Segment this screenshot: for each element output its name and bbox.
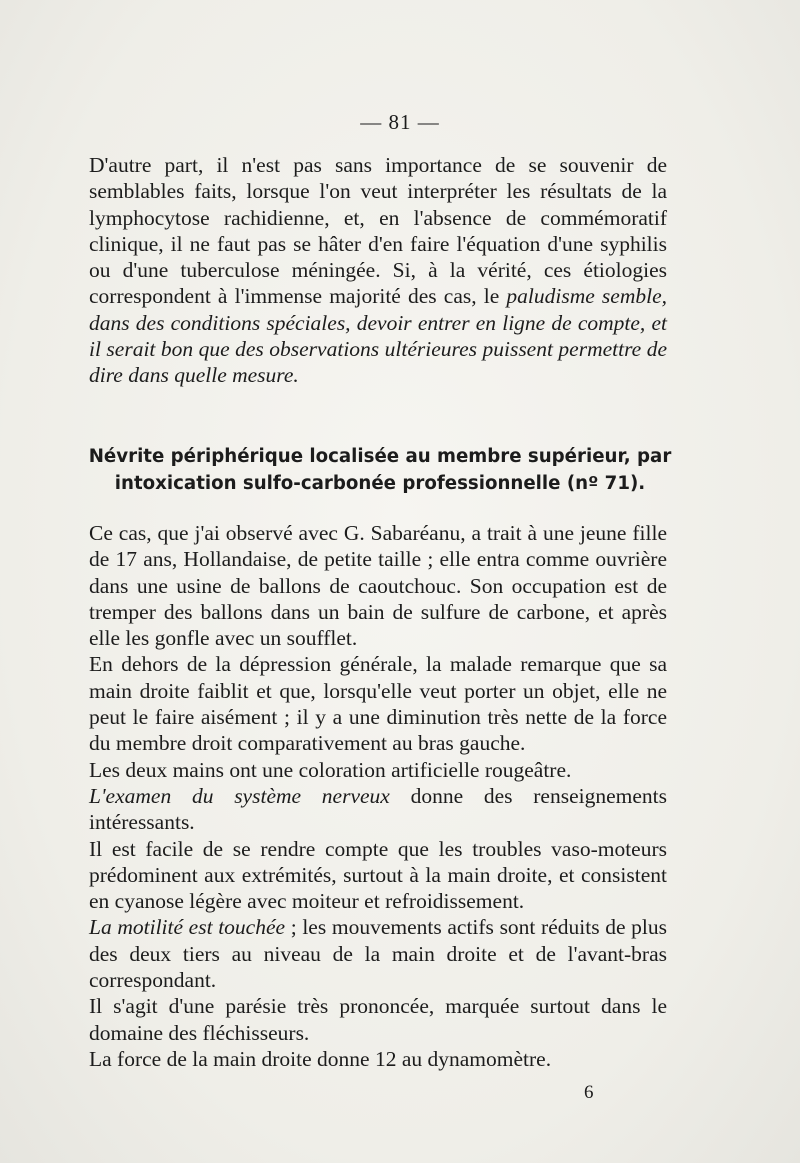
signature-mark: 6 (584, 1082, 594, 1103)
paragraph-4: Les deux mains ont une coloration artificielle rougeâtre. (89, 757, 572, 782)
paragraph-1-text: D'autre part, il n'est pas sans importance de se souvenir de semblables faits, lorsque l'on veut interpréter les résultats de la lymphocytose rachidienne, et, en l'absence de commémoratif clinique, il ne faut pas se hâter d'en faire l'équation d'une syphilis ou d'une tuberculose méningée. Si, à la vérité, ces étiologies correspondent à l'immense majorité des cas, le (89, 153, 667, 309)
paragraph-3: En dehors de la dépression générale, la malade remarque que sa main droite faiblit et que, lorsqu'elle veut porter un objet, elle ne peut le faire aisément ; il y a une diminution très nette de la force du membre droit comparativement au bras gauche. (89, 652, 667, 756)
paragraph-7-italic: La motilité est touchée (89, 915, 286, 940)
paragraph-2: Ce cas, que j'ai observé avec G. Sabaréanu, a trait à une jeune fille de 17 ans, Hollandaise, de petite taille ; elle entra comme ouvrière dans une usine de ballons de caoutchouc. Son occupation est de tremper des ballons dans un bain de sulfure de carbone, et après elle les gonfle avec un soufflet. (89, 521, 667, 651)
paragraph-6: Il est facile de se rendre compte que les troubles vaso-moteurs prédominent aux extrémités, surtout à la main droite, et consistent en cyanose légère avec moiteur et refroidissement. (89, 836, 667, 914)
paragraph-5 (89, 783, 667, 836)
paragraph-5-italic: L'examen du système nerveux (89, 783, 390, 808)
page-number: — 81 — (360, 110, 440, 134)
paragraph-7-text: ; les mouvements actifs sont réduits de plus des deux tiers au niveau de la main droite et de l'avant-bras correspondant. (89, 915, 667, 993)
paragraph-7 (89, 914, 667, 993)
paragraph-8: Il s'agit d'une parésie très prononcée, marquée surtout dans le domaine des fléchisseurs. (89, 994, 667, 1045)
case-body (89, 520, 667, 1072)
paragraph-9: La force de la main droite donne 12 au dynamomètre. (89, 1046, 552, 1071)
section-heading-line-2: intoxication sulfo-carbonée professionnelle (nº 71). (114, 473, 646, 494)
section-heading-line-1: Névrite périphérique localisée au membre supérieur, par (88, 446, 672, 467)
paragraph-1-italic: paludisme semble, dans des conditions spéciales, devoir entrer en ligne de compte, et il serait bon que des observations ultérieures puissent permettre de dire dans quelle mesure. (89, 284, 667, 388)
paragraph-5-text: donne des renseignements intéressants. (89, 783, 667, 835)
section-heading (75, 443, 685, 497)
paragraph-1 (89, 152, 667, 389)
